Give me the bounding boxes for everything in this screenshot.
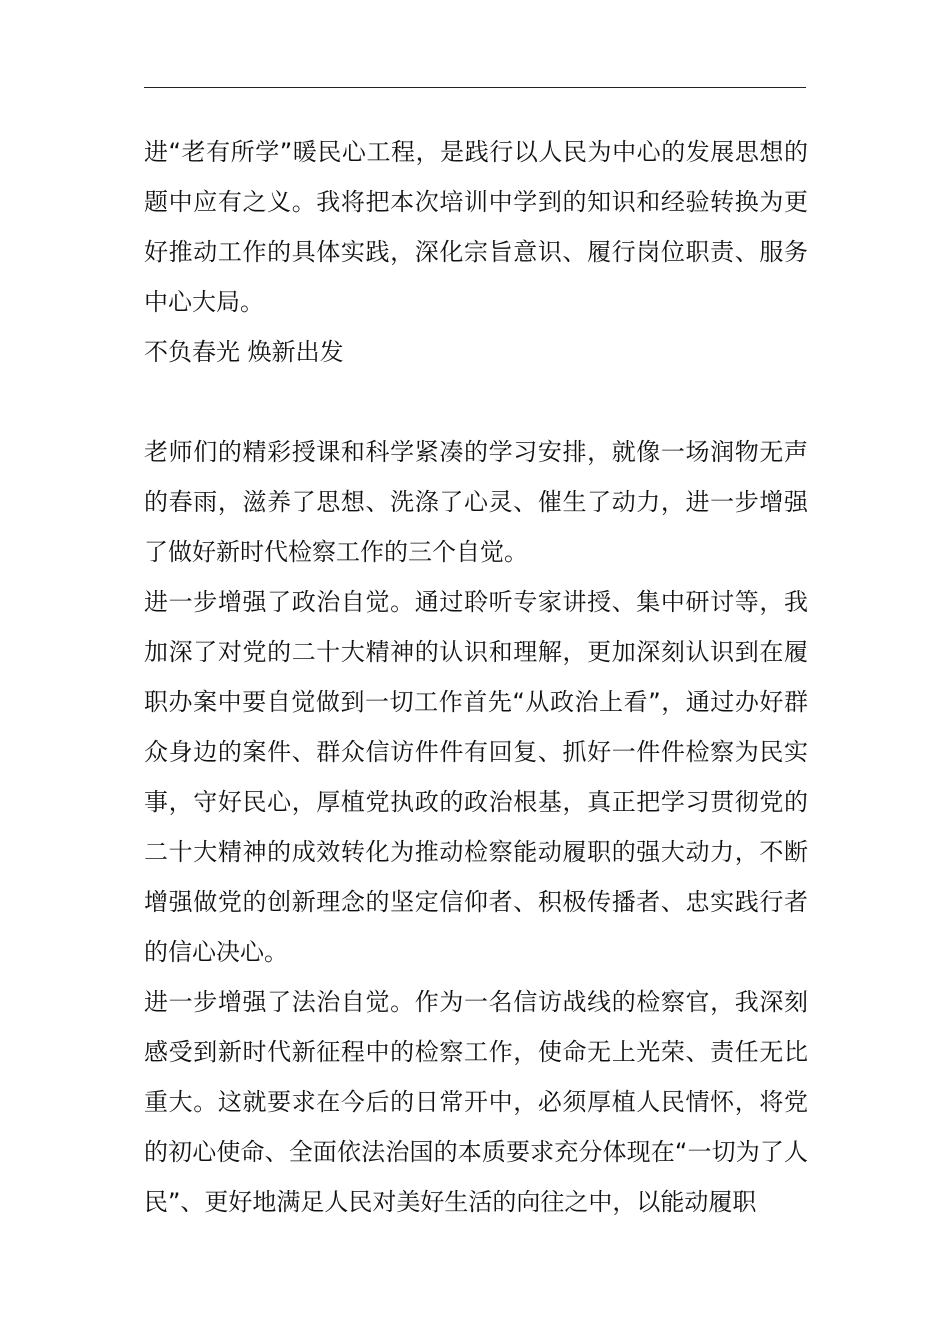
header-rule — [144, 87, 806, 88]
paragraph-political: 进一步增强了政治自觉。通过聆听专家讲授、集中研讨等，我加深了对党的二十大精神的认识和理解，更加深刻认识到在履职办案中要自觉做到一切工作首先“从政治上看”，通过办好群众身边的案件、群众信访件件有回复、抓好一件件检察为民实事，守好民心，厚植党执政的政治根基，真正把学习贯彻党的二十大精神的成效转化为推动检察能动履职的强大动力，不断增强做党的创新理念的坚定信仰者、积极传播者、忠实践行者的信心决心。 — [144, 588, 808, 966]
section-heading: 不负春光 焕新出发 — [144, 338, 344, 366]
paragraph-overview: 老师们的精彩授课和科学紧凑的学习安排，就像一场润物无声的春雨，滋养了思想、洗涤了心灵、催生了动力，进一步增强了做好新时代检察工作的三个自觉。 — [144, 438, 808, 566]
paragraph-intro: 进“老有所学”暖民心工程，是践行以人民为中心的发展思想的题中应有之义。我将把本次培训中学到的知识和经验转换为更好推动工作的具体实践，深化宗旨意识、履行岗位职责、服务中心大局。 — [144, 138, 808, 316]
paragraph-legal: 进一步增强了法治自觉。作为一名信访战线的检察官，我深刻感受到新时代新征程中的检察工作，使命无上光荣、责任无比重大。这就要求在今后的日常开中，必须厚植人民情怀，将党的初心使命、全面依法治国的本质要求充分体现在“一切为了人民”、更好地满足人民对美好生活的向往之中，以能动履职 — [144, 988, 808, 1216]
blank-line — [144, 377, 808, 427]
document-body — [144, 127, 808, 1227]
